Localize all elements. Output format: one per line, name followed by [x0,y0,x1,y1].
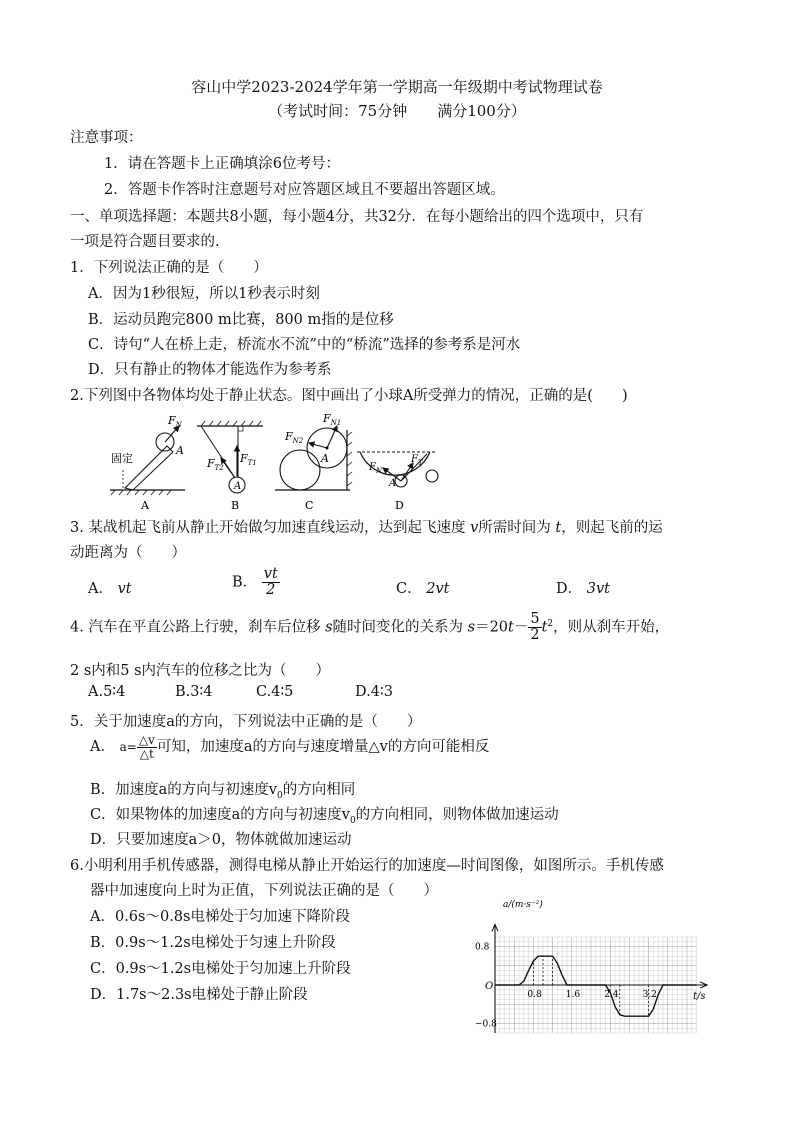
label-ball: A [234,481,242,492]
y-tick-label: −0.8 [475,1019,497,1030]
q1-option-a: A．因为1秒很短，所以1秒表示时刻 [88,286,320,302]
q6-stem: 6.小明利用手机传感器，测得电梯从静止开始运行的加速度—时间图像，如图所示。手机传感 [70,858,664,874]
x-tick-label: 3.2 [642,990,657,1000]
q3-option-b: B． $\frac{vt}{2}$ [232,566,278,599]
figure-b [197,421,263,512]
q1-option-d: D．只有静止的物体才能选作为参考系 [88,362,332,378]
label-ball: A [389,478,397,489]
q4-option-c: C.4∶5 [256,684,294,700]
notice-item: 2．答题卡作答时注意题号对应答题区域且不要超出答题区域。 [104,182,505,198]
label-ball: A [321,452,329,465]
q3-option-c: C． 2vt [396,581,450,597]
notice-item: 1．请在答题卡上正确填涂6位考号： [104,156,340,172]
label-fn1: $F_{N1}$ [323,412,342,427]
q4-option-b: B.3∶4 [175,684,213,700]
q3-option-a: A． vt [88,581,132,597]
q4-option-d: D.4∶3 [355,684,393,700]
q1-option-b: B．运动员跑完800 m比赛，800 m指的是位移 [88,312,394,328]
q3-stem-cont: 动距离为（ ） [70,545,186,561]
q6-option-d: D．1.7s～2.3s电梯处于静止阶段 [90,987,308,1003]
figure-letter-d: D [395,499,404,512]
x-tick-label: 1.6 [565,990,581,1000]
label-ft: $F_T$ [411,454,423,467]
figure-c [275,412,352,512]
q2-figures [105,410,450,512]
figure-d [357,452,438,512]
q5-option-c: C．如果物体的加速度a的方向与初速度$v_0$的方向相同，则物体做加速运动 [90,807,559,826]
q4-stem-cont: 2 s内和5 s内汽车的位移之比为（ ） [70,663,331,679]
q2-stem: 2.下列图中各物体均处于静止状态。图中画出了小球A所受弹力的情况，正确的是( ) [70,388,628,404]
acceleration-time-chart [465,895,715,1045]
q5-stem: 5．关于加速度a的方向，下列说法中正确的是（ ） [70,714,422,730]
label-fixed: 固定 [111,452,133,465]
q5-option-a: A． a= $\frac{\triangle v}{\triangle t}$ 可知，加速度a的方向与速度增量△v的方向可能相反 [90,733,490,761]
q6-option-b: B．0.9s～1.2s电梯处于匀速上升阶段 [90,935,336,951]
notice-heading: 注意事项： [70,130,143,146]
q4-option-a: A.5∶4 [88,684,126,700]
page-title: 容山中学2023-2024学年第一学期高一年级期中考试物理试卷 [191,78,603,96]
section-heading-cont: 一项是符合题目要求的. [70,234,220,250]
label-ft1: $F_{T1}$ [240,452,257,467]
q3-option-d: D． 3vt [556,581,610,597]
x-axis-label: t/s [693,991,706,1002]
q4-stem: 4. 汽车在平直公路上行驶，刹车后位移 s随时间变化的关系为 s＝20t－ $\frac{5}{2}$ $t^2$，则从刹车开始， [70,611,670,644]
x-tick-label: 2.4 [604,990,619,1000]
q6-option-c: C．0.9s～1.2s电梯处于匀加速上升阶段 [90,961,351,977]
label-ball: A [176,444,184,457]
q3-stem: 3. 某战机起飞前从静止开始做匀加速直线运动，达到起飞速度 v所需时间为 t，则起飞前的运 [70,520,663,536]
label-fn2: $F_{N2}$ [285,430,304,445]
x-tick-label: 0.8 [527,990,542,1000]
label-fn: $F_N$ [168,414,182,429]
exam-info: （考试时间：75分钟 满分100分） [268,102,526,120]
figure-letter-a: A [141,499,149,512]
q5-option-d: D．只要加速度a＞0，物体就做加速运动 [90,832,352,848]
q6-stem-cont: 器中加速度向上时为正值，下列说法正确的是（ ） [90,883,438,899]
q6-option-a: A．0.6s～0.8s电梯处于匀加速下降阶段 [90,909,350,925]
origin-label: O [485,981,494,992]
y-axis-label: a/(m·s⁻²) [503,900,543,910]
q1-stem: 1．下列说法正确的是（ ） [70,260,268,276]
figure-letter-b: B [231,499,240,512]
q1-option-c: C．诗句“人在桥上走，桥流水不流”中的“桥流”选择的参考系是河水 [88,337,521,353]
y-tick-label: 0.8 [475,942,490,953]
q5-option-b: B．加速度a的方向与初速度$v_0$的方向相同 [90,782,356,801]
figure-letter-c: C [305,499,314,512]
section-heading: 一、单项选择题：本题共8小题，每小题4分，共32分．在每小题给出的四个选项中，只有 [70,209,644,225]
figure-a [110,414,185,512]
label-fn: $F_N$ [369,462,383,475]
label-ft2: $F_{T2}$ [207,457,224,472]
